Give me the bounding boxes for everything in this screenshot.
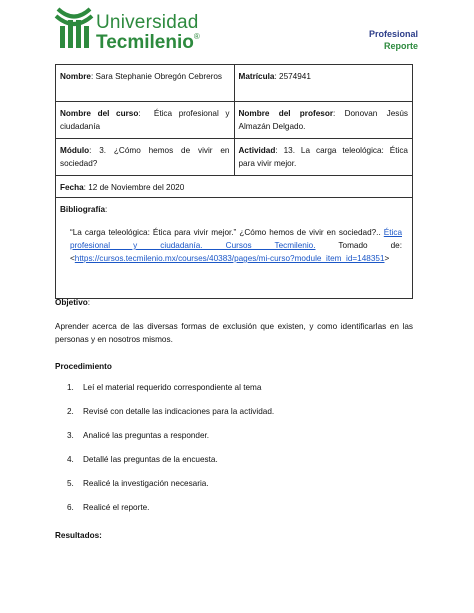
nombre-cell: Nombre: Sara Stephanie Obregón Cebreros <box>56 65 235 102</box>
nombre-value: Sara Stephanie Obregón Cebreros <box>95 72 223 81</box>
tecmilenio-logo <box>54 6 224 54</box>
list-item: 2. Revisé con detalle las indicaciones para la actividad. <box>67 407 275 416</box>
header-reporte: Reporte <box>383 41 418 51</box>
ref-tomado: Tomado de: < <box>70 241 402 263</box>
table-row <box>56 198 413 299</box>
list-item: 5. Realicé la investigación necesaria. <box>67 479 209 488</box>
procedimiento-list <box>55 383 413 523</box>
curso-value: Ética profesional y ciudadanía <box>60 109 230 131</box>
info-table <box>55 64 413 299</box>
logo-text-tecmilenio: Tecmilenio® <box>96 32 200 53</box>
matricula-value: 2574941 <box>279 72 311 81</box>
profesor-value: Donovan Jesús Almazán Delgado. <box>238 109 408 131</box>
objetivo-heading: Objetivo: <box>55 298 91 307</box>
table-row <box>56 102 413 139</box>
ref-text: “La carga teleológica: Ética para vivir mejor.” ¿Cómo hemos de vivir en sociedad?.. <box>70 228 384 237</box>
modulo-cell: Módulo: 3. ¿Cómo hemos de vivir en sociedad? <box>56 139 235 176</box>
list-item: 6. Realicé el reporte. <box>67 503 150 512</box>
ref-close: > <box>384 254 390 263</box>
list-item: 1. Leí el material requerido correspondiente al tema <box>67 383 262 392</box>
document-header <box>0 0 474 62</box>
resultados-heading: Resultados: <box>55 531 102 540</box>
table-row <box>56 139 413 176</box>
logo-mark-icon <box>54 6 94 52</box>
header-profesional: Profesional <box>368 29 418 39</box>
list-item: 3. Analicé las preguntas a responder. <box>67 431 210 440</box>
fecha-cell: Fecha: 12 de Noviembre del 2020 <box>56 176 413 198</box>
ref-title-link[interactable]: Ética profesional y ciudadanía. Cursos Tecmilenio. <box>70 228 402 250</box>
bibliography-reference <box>60 216 408 265</box>
procedimiento-heading: Procedimiento <box>55 362 112 371</box>
table-row <box>56 176 413 198</box>
list-item: 4. Detallé las preguntas de la encuesta. <box>67 455 218 464</box>
actividad-value: 13. La carga teleológica: Ética para vivir mejor. <box>238 146 408 168</box>
fecha-value: 12 de Noviembre del 2020 <box>88 183 185 192</box>
modulo-value: 3. ¿Cómo hemos de vivir en sociedad? <box>60 146 230 168</box>
curso-cell: Nombre del curso: Ética profesional y ciudadanía <box>56 102 235 139</box>
objetivo-text: Aprender acerca de las diversas formas de exclusión que existen, y como identificarlas en las personas y en nosotros mismos. <box>55 322 413 344</box>
matricula-cell: Matrícula: 2574941 <box>234 65 413 102</box>
ref-url-link[interactable]: https://cursos.tecmilenio.mx/courses/40383/pages/mi-curso?module_item_id=148351 <box>74 254 385 263</box>
table-row <box>56 65 413 102</box>
logo-text-universidad: Universidad <box>96 12 199 33</box>
actividad-cell: Actividad: 13. La carga teleológica: Ética para vivir mejor. <box>234 139 413 176</box>
header-labels <box>369 28 418 52</box>
profesor-cell: Nombre del profesor: Donovan Jesús Almazán Delgado. <box>234 102 413 139</box>
bibliografia-cell: Bibliografía: “La carga teleológica: Ética para vivir mejor.” ¿Cómo hemos de vivir en sociedad?.. Ética profesional y ciudadanía. Cursos Tecmilenio. Tomado de: <https://cursos.tecmilenio.mx/courses/40383/pages/mi-curso?module_item_id=148351> <box>56 198 413 299</box>
